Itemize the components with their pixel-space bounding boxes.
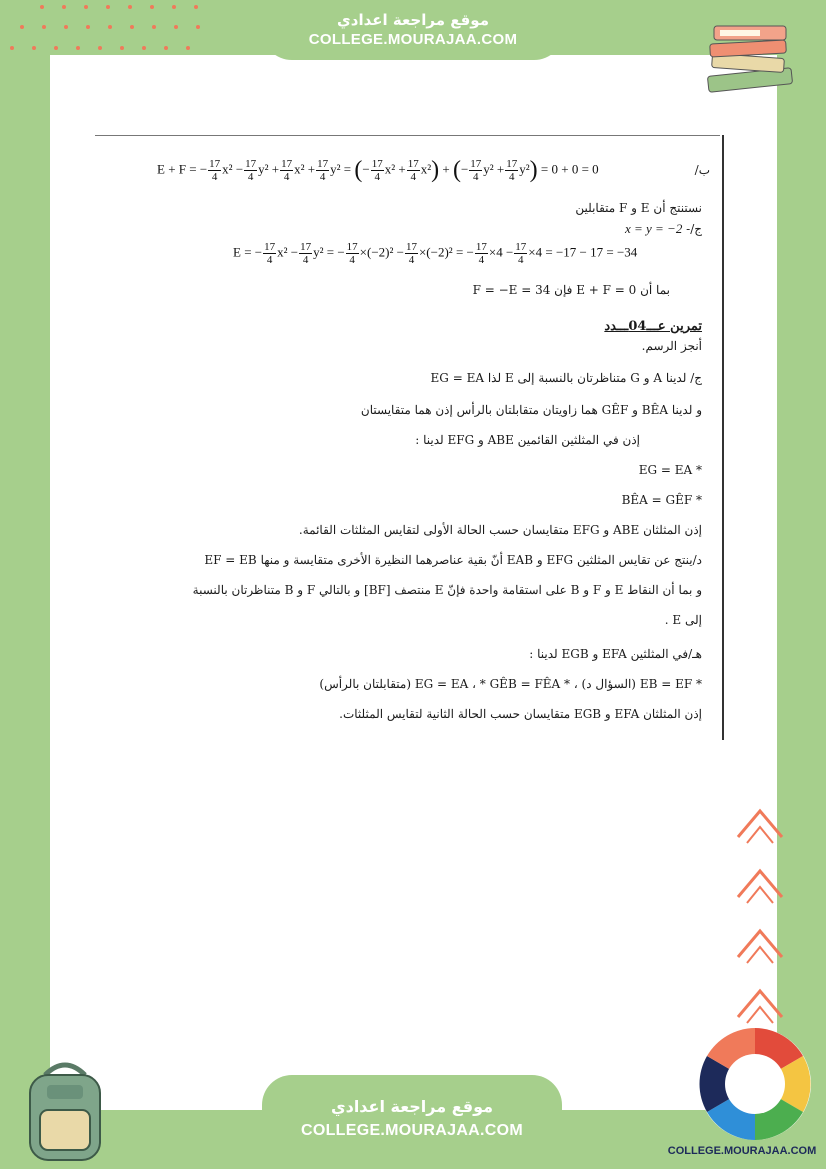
footer-site-name: موقع مراجعة اعدادي [330,1097,494,1116]
footer-site-url-link[interactable]: COLLEGE.MOURAJAA.COM [301,1122,523,1139]
xy-values: x = y = −2 [624,221,683,236]
conclusion-second-case: إذن المثلثان EFA و EGB متقايسان حسب الحالة الثانية لتقايس المثلثات. [339,707,702,721]
chevron-up-icon [735,855,785,915]
header-tab [262,0,564,60]
site-url-link[interactable]: COLLEGE.MOURAJAA.COM [308,31,518,48]
bullet-eg-ea: * EG = EA [638,463,702,477]
chevron-up-icon [735,915,785,975]
part-c-statement: ج/ لدينا A و G متناظرتان بالنسبة إلى E لذا EG = EA [430,371,702,385]
collinear-statement: و بما أن النقاط E و F و B على استقامة واحدة فإنّ E منتصف [BF] و بالتالي F و B متناظرتان بالنسبة [192,583,702,597]
footer-tab [262,1075,562,1169]
books-icon [700,12,800,97]
bullet-angles-equal: * BÊA = GÊF [621,493,702,507]
part-e-intro: هـ/في المثلثين EFA و EGB لدينا : [529,647,702,661]
logo-text: COLLEGE.MOURAJAA.COM [667,1145,817,1157]
draw-figure-text: أنجز الرسم. [641,339,702,353]
part-d-statement: د/ينتج عن تقايس المثلثين EFG و EAB أنّ بقية عناصرهما النظيرة الأخرى متقايسة و منها EF = EB [204,553,702,567]
conclusion-first-case: إذن المثلثان ABE و EFG متقايسان حسب الحالة الأولى لتقايس المثلثات القائمة. [298,523,702,537]
part-b-label: ب/ [694,163,710,177]
chevron-up-icon [735,795,785,855]
angles-statement: و لدينا BÊA و GÊF هما زاويتان متقابلتان بالرأس إذن هما متقايستان [360,403,702,417]
triangles-intro: إذن في المثلثين القائمين ABE و EFG لدينا : [415,433,640,447]
site-logo-icon[interactable] [693,1025,818,1143]
right-rule [722,135,724,740]
decorative-dots [0,0,220,60]
part-e-bullets: * EB = EF (السؤال د) ، * EG = EA ، * GÊB = FÊA (متقابلتان بالرأس) [319,677,702,691]
site-name: موقع مراجعة اعدادي [337,11,489,29]
backpack-icon [15,1055,115,1165]
equation-e-plus-f: E + F = − $\frac{17}{4}$ x² − $\frac{17}{4}$ y² + $\frac{17}{4}$ x² + $\frac{17}{4}$ y² = (− $\frac{17}{4}$ x² + $\frac{17}{4}$ x²) + (− $\frac{17}{4}$ y² + $\frac{17}{4}$ y²) = 0 + 0 = 0 [157,157,599,183]
conclusion-c: بما أن E + F = 0 فإن F = −E = 34 [472,283,670,297]
equation-e-value: E = − $\frac{17}{4}$ x² − $\frac{17}{4}$ y² = − $\frac{17}{4}$ ×(−2)² − $\frac{17}{4}$ ×(−2)² = − $\frac{17}{4}$ ×4 − $\frac{17}{4}$ ×4 = −17 − 17 = −34 [233,241,638,266]
part-c-text: ج/- [686,222,702,236]
part-c-label [625,221,702,237]
to-e-text: إلى E . [664,613,702,627]
top-rule [95,135,720,136]
conclusion-b: نستنتج أن E و F متقابلين [575,201,702,215]
exercise-title: تمرين عـــ04ـــدد [604,319,702,334]
scanned-content [95,135,720,740]
